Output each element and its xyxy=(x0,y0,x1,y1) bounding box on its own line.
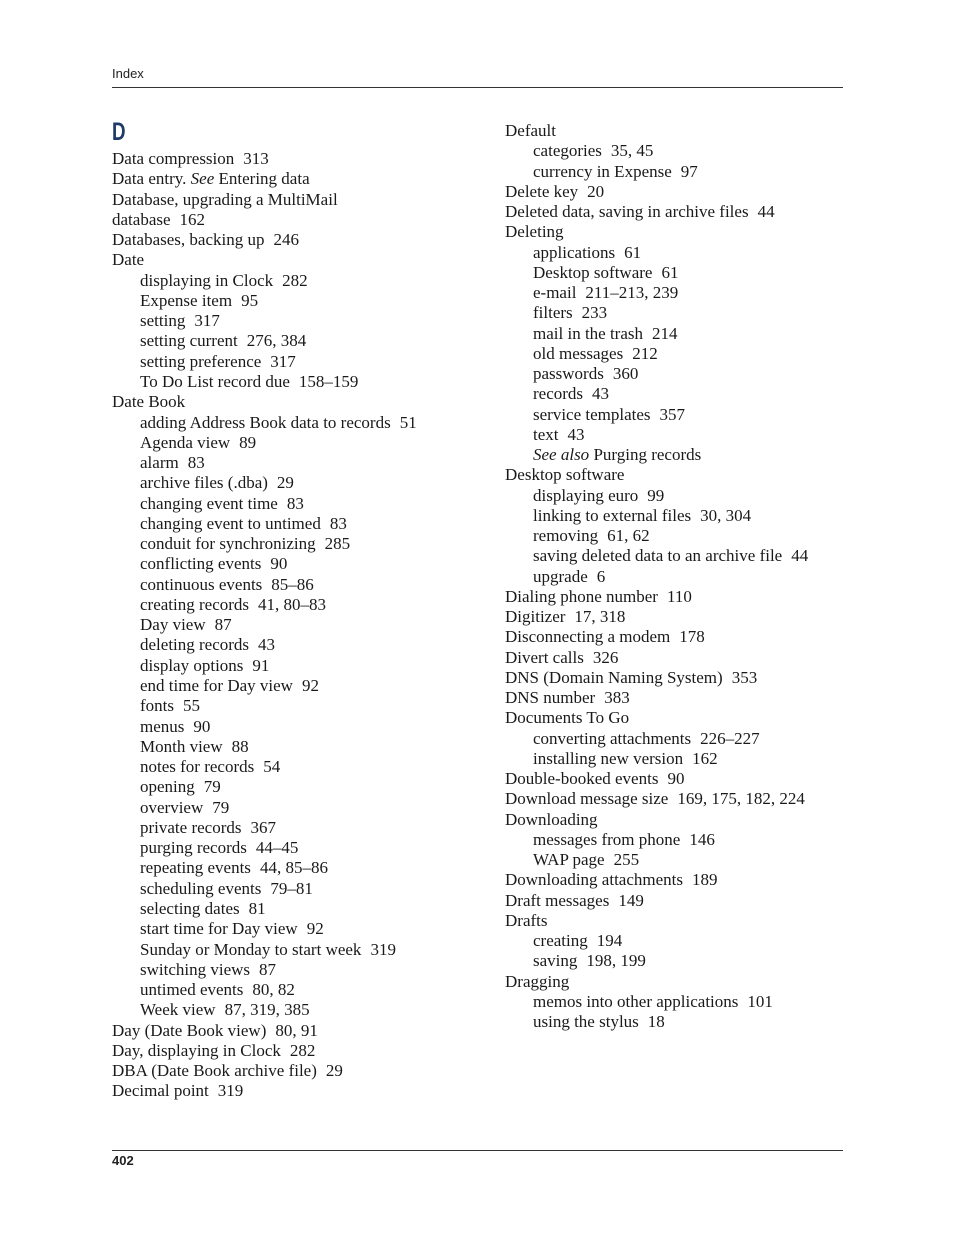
index-subentry xyxy=(140,352,296,372)
index-entry xyxy=(112,1061,343,1081)
entry-page-numbers: 233 xyxy=(581,303,608,323)
entry-term: adding Address Book data to records xyxy=(140,412,391,432)
entry-term: Day (Date Book view) xyxy=(112,1020,267,1040)
index-entry xyxy=(505,627,705,647)
index-subentry xyxy=(140,433,256,453)
entry-page-numbers: 110 xyxy=(666,586,692,606)
index-subentry xyxy=(140,494,304,514)
index-entry xyxy=(505,769,684,789)
index-entry xyxy=(505,587,692,607)
entry-term: Desktop software xyxy=(533,262,653,282)
index-entry xyxy=(112,169,310,189)
entry-page-numbers: 88 xyxy=(231,736,249,756)
entry-term: old messages xyxy=(533,343,624,363)
entry-term: Downloading attachments xyxy=(505,870,683,890)
index-entry xyxy=(505,222,564,242)
index-subentry xyxy=(140,696,200,716)
entry-page-numbers: 158–159 xyxy=(298,371,359,391)
index-subentry xyxy=(533,830,715,850)
index-subentry xyxy=(140,534,350,554)
entry-page-numbers: 55 xyxy=(183,696,200,716)
index-subentry xyxy=(140,615,232,635)
entry-term: To Do List record due xyxy=(140,371,290,391)
entry-page-numbers: 83 xyxy=(187,453,205,473)
index-subentry xyxy=(533,141,653,161)
entry-page-numbers: 41, 80–83 xyxy=(258,594,327,614)
entry-term: start time for Day view xyxy=(140,919,298,939)
entry-term: records xyxy=(533,384,584,404)
entry-term: converting attachments xyxy=(533,728,692,748)
index-subentry xyxy=(140,676,319,696)
entry-term: alarm xyxy=(140,453,179,473)
entry-page-numbers: 214 xyxy=(652,323,678,343)
entry-term: Digitizer xyxy=(505,607,566,626)
entry-page-numbers: 44 xyxy=(757,202,775,221)
index-subentry xyxy=(533,749,718,769)
entry-page-numbers: 79–81 xyxy=(270,878,313,898)
entry-page-numbers: 319 xyxy=(217,1081,244,1101)
entry-page-numbers: 35, 45 xyxy=(610,141,654,161)
index-entry xyxy=(505,870,718,890)
entry-page-numbers: 87 xyxy=(259,959,277,979)
index-entry xyxy=(505,708,629,728)
entry-page-numbers: 92 xyxy=(301,676,319,696)
index-subentry xyxy=(140,413,417,433)
entry-term: e-mail xyxy=(533,283,577,302)
index-entry xyxy=(505,121,556,141)
entry-page-numbers: 44 xyxy=(791,546,809,566)
entry-term: installing new version xyxy=(533,748,684,768)
entry-term: Decimal point xyxy=(112,1081,209,1101)
entry-term: untimed events xyxy=(140,980,244,1000)
index-subentry xyxy=(140,960,276,980)
index-subentry xyxy=(533,1012,665,1032)
entry-page-numbers: 80, 91 xyxy=(275,1020,318,1040)
entry-term: Divert calls xyxy=(505,647,584,667)
entry-page-numbers: 79 xyxy=(212,797,230,817)
entry-term: continuous events xyxy=(140,574,263,594)
index-subentry xyxy=(140,858,328,878)
index-subentry xyxy=(533,364,638,384)
entry-page-numbers: 61 xyxy=(661,262,679,282)
entry-page-numbers: 81 xyxy=(248,898,266,918)
entry-page-numbers: 44–45 xyxy=(255,838,299,858)
entry-term: switching views xyxy=(140,959,251,979)
index-subentry xyxy=(140,879,313,899)
index-entry xyxy=(505,688,630,708)
entry-page-numbers: 353 xyxy=(731,667,758,687)
index-subentry xyxy=(533,324,678,344)
entry-term: overview xyxy=(140,797,204,817)
index-subentry xyxy=(533,526,650,546)
entry-term: Expense item xyxy=(140,290,233,310)
index-subentry xyxy=(533,486,664,506)
entry-term: Sunday or Monday to start week xyxy=(140,939,362,959)
index-subentry xyxy=(533,729,760,749)
index-subentry xyxy=(533,405,685,425)
page-number: 402 xyxy=(112,1153,134,1168)
entry-term: Dialing phone number xyxy=(505,586,658,606)
entry-page-numbers: 317 xyxy=(270,351,296,371)
index-entry xyxy=(505,789,805,809)
entry-page-numbers: 360 xyxy=(612,364,639,383)
index-subentry xyxy=(533,931,622,951)
entry-term: memos into other applications xyxy=(533,991,739,1011)
entry-page-numbers: 97 xyxy=(680,161,698,181)
entry-term: Downloading xyxy=(505,809,598,829)
index-subentry xyxy=(533,546,808,566)
entry-page-numbers: 226–227 xyxy=(700,728,760,748)
index-subentry xyxy=(533,384,609,404)
entry-page-numbers: 30, 304 xyxy=(700,505,752,525)
index-entry xyxy=(112,1041,315,1061)
entry-term: changing event time xyxy=(140,493,278,513)
index-subentry xyxy=(533,951,646,971)
index-subentry xyxy=(140,291,258,311)
entry-term: setting current xyxy=(140,331,238,351)
entry-page-numbers: 90 xyxy=(193,716,211,736)
entry-term: DBA (Date Book archive file) xyxy=(112,1061,317,1081)
index-subentry xyxy=(140,514,347,534)
index-entry xyxy=(112,1081,243,1101)
index-subentry xyxy=(533,344,658,364)
see-reference-label: See xyxy=(190,169,215,189)
index-entry xyxy=(112,1021,318,1041)
entry-page-numbers: 18 xyxy=(647,1012,665,1031)
entry-term: applications xyxy=(533,242,616,262)
index-subentry xyxy=(533,263,678,283)
entry-term: displaying in Clock xyxy=(140,270,274,290)
entry-page-numbers: 282 xyxy=(282,270,308,290)
entry-term: conflicting events xyxy=(140,554,262,574)
index-subentry xyxy=(533,445,701,465)
entry-term: displaying euro xyxy=(533,485,639,505)
entry-term: scheduling events xyxy=(140,878,262,898)
index-entry xyxy=(505,972,569,992)
entry-page-numbers: 189 xyxy=(692,870,718,890)
index-subentry xyxy=(140,777,221,797)
entry-term: Database, upgrading a MultiMail xyxy=(112,189,338,209)
index-entry xyxy=(505,668,757,688)
index-subentry xyxy=(140,575,314,595)
index-subentry xyxy=(140,372,358,392)
entry-term: display options xyxy=(140,655,244,675)
index-entry xyxy=(112,230,299,250)
entry-term: Delete key xyxy=(505,181,579,201)
entry-page-numbers: 149 xyxy=(618,890,644,910)
entry-page-numbers: 87 xyxy=(214,615,232,635)
index-subentry xyxy=(533,506,751,526)
entry-page-numbers: 43 xyxy=(592,384,610,404)
index-subentry xyxy=(140,757,280,777)
entry-term: currency in Expense xyxy=(533,161,672,181)
entry-page-numbers: 285 xyxy=(324,534,351,554)
entry-term: Data compression xyxy=(112,149,235,168)
entry-page-numbers: 95 xyxy=(241,290,259,310)
index-entry xyxy=(112,210,205,230)
index-entry xyxy=(505,607,625,627)
entry-page-numbers: 83 xyxy=(329,513,347,533)
index-subentry xyxy=(140,331,306,351)
index-subentry xyxy=(533,162,698,182)
entry-page-numbers: 276, 384 xyxy=(246,331,307,351)
index-subentry xyxy=(533,850,639,870)
entry-term: Double-booked events xyxy=(505,769,659,788)
entry-term: DNS number xyxy=(505,688,596,707)
entry-term: menus xyxy=(140,716,185,736)
index-entry xyxy=(505,465,624,485)
index-entry xyxy=(505,648,618,668)
entry-page-numbers: 87, 319, 385 xyxy=(224,1000,310,1020)
entry-page-numbers: 54 xyxy=(263,757,281,777)
entry-page-numbers: 43 xyxy=(258,635,276,655)
index-subentry xyxy=(140,940,396,960)
entry-page-numbers: 80, 82 xyxy=(252,980,295,1000)
entry-term: Week view xyxy=(140,1000,216,1020)
see-reference-target: Entering data xyxy=(218,169,310,189)
entry-page-numbers: 90 xyxy=(270,554,288,574)
entry-page-numbers: 146 xyxy=(689,829,715,849)
entry-page-numbers: 169, 175, 182, 224 xyxy=(677,789,805,809)
entry-term: text xyxy=(533,424,559,444)
entry-term: Desktop software xyxy=(505,465,625,485)
entry-term: WAP page xyxy=(533,850,605,869)
entry-term: Draft messages xyxy=(505,890,610,910)
entry-page-numbers: 194 xyxy=(596,931,623,950)
entry-term: removing xyxy=(533,526,599,545)
index-subentry xyxy=(140,311,220,331)
entry-page-numbers: 20 xyxy=(587,181,605,201)
entry-page-numbers: 43 xyxy=(567,424,585,444)
entry-term: passwords xyxy=(533,364,604,383)
entry-term: Day view xyxy=(140,615,206,635)
index-subentry xyxy=(533,567,605,587)
entry-page-numbers: 83 xyxy=(286,493,304,513)
entry-term: deleting records xyxy=(140,635,250,655)
index-entry xyxy=(112,392,185,412)
index-subentry xyxy=(140,919,324,939)
entry-page-numbers: 319 xyxy=(370,939,396,959)
entry-term: end time for Day view xyxy=(140,676,293,696)
entry-term: private records xyxy=(140,817,242,837)
see-reference-target: Purging records xyxy=(593,445,702,464)
entry-page-numbers: 178 xyxy=(679,627,705,647)
entry-term: selecting dates xyxy=(140,898,240,918)
footer-rule xyxy=(112,1150,843,1151)
entry-term: setting xyxy=(140,311,186,331)
entry-page-numbers: 29 xyxy=(276,473,294,493)
entry-page-numbers: 79 xyxy=(203,777,221,797)
index-subentry xyxy=(140,554,287,574)
entry-term: Month view xyxy=(140,736,223,756)
index-subentry xyxy=(140,717,210,737)
entry-term: Data entry. xyxy=(112,169,187,189)
entry-term: setting preference xyxy=(140,351,262,371)
entry-page-numbers: 6 xyxy=(596,566,606,586)
index-subentry xyxy=(140,656,269,676)
entry-page-numbers: 17, 318 xyxy=(574,607,626,626)
entry-page-numbers: 61, 62 xyxy=(607,526,650,545)
index-subentry xyxy=(533,283,678,303)
entry-term: purging records xyxy=(140,838,247,858)
running-header: Index xyxy=(112,66,144,81)
entry-term: Day, displaying in Clock xyxy=(112,1040,281,1060)
entry-page-numbers: 357 xyxy=(659,404,686,424)
entry-page-numbers: 92 xyxy=(306,919,324,939)
entry-page-numbers: 317 xyxy=(194,311,220,331)
index-entry xyxy=(112,149,269,169)
entry-page-numbers: 162 xyxy=(179,209,206,229)
entry-page-numbers: 91 xyxy=(252,655,270,675)
entry-page-numbers: 383 xyxy=(604,688,630,707)
entry-term: database xyxy=(112,209,171,229)
entry-term: creating records xyxy=(140,594,250,614)
entry-term: linking to external files xyxy=(533,505,692,525)
entry-page-numbers: 326 xyxy=(592,647,619,667)
index-entry xyxy=(112,250,144,270)
entry-term: creating xyxy=(533,931,588,950)
index-subentry xyxy=(140,1000,310,1020)
entry-page-numbers: 198, 199 xyxy=(586,951,646,971)
entry-term: repeating events xyxy=(140,858,251,878)
entry-term: categories xyxy=(533,141,602,161)
entry-page-numbers: 255 xyxy=(613,850,640,869)
entry-page-numbers: 99 xyxy=(647,485,665,505)
header-rule xyxy=(112,87,843,88)
index-subentry xyxy=(140,818,276,838)
index-entry xyxy=(505,202,775,222)
index-entry xyxy=(505,810,598,830)
index-subentry xyxy=(140,635,275,655)
entry-term: fonts xyxy=(140,696,174,716)
entry-term: messages from phone xyxy=(533,829,681,849)
index-subentry xyxy=(140,473,294,493)
entry-page-numbers: 282 xyxy=(289,1040,316,1060)
entry-term: Date xyxy=(112,250,145,270)
entry-term: Default xyxy=(505,121,556,140)
index-subentry xyxy=(140,899,266,919)
entry-term: saving deleted data to an archive file xyxy=(533,546,783,566)
entry-page-numbers: 212 xyxy=(632,343,658,363)
index-entry xyxy=(505,891,644,911)
entry-page-numbers: 51 xyxy=(399,412,417,432)
entry-term: Download message size xyxy=(505,789,669,809)
entry-term: changing event to untimed xyxy=(140,513,321,533)
entry-term: Deleted data, saving in archive files xyxy=(505,202,749,221)
index-subentry xyxy=(140,737,249,757)
entry-term: mail in the trash xyxy=(533,323,644,343)
entry-term: Deleting xyxy=(505,222,564,242)
entry-page-numbers: 162 xyxy=(692,748,718,768)
index-subentry xyxy=(533,992,773,1012)
index-subentry xyxy=(140,595,326,615)
entry-page-numbers: 29 xyxy=(325,1061,343,1081)
index-subentry xyxy=(533,243,641,263)
entry-page-numbers: 89 xyxy=(239,432,257,452)
index-subentry xyxy=(140,980,295,1000)
entry-term: Disconnecting a modem xyxy=(505,627,671,647)
entry-term: saving xyxy=(533,951,578,971)
entry-page-numbers: 44, 85–86 xyxy=(259,858,328,878)
entry-term: Documents To Go xyxy=(505,708,630,728)
index-subentry xyxy=(533,303,607,323)
entry-term: archive files (.dba) xyxy=(140,473,268,493)
index-subentry xyxy=(140,798,229,818)
entry-term: Databases, backing up xyxy=(112,230,265,250)
entry-page-numbers: 61 xyxy=(624,242,642,262)
entry-term: Drafts xyxy=(505,910,548,930)
index-entry xyxy=(112,190,338,210)
entry-term: Date Book xyxy=(112,392,186,412)
entry-page-numbers: 90 xyxy=(667,769,685,788)
index-subentry xyxy=(533,425,585,445)
entry-term: notes for records xyxy=(140,757,255,777)
entry-page-numbers: 85–86 xyxy=(271,574,314,594)
entry-page-numbers: 367 xyxy=(250,817,276,837)
entry-term: using the stylus xyxy=(533,1012,639,1031)
entry-term: Dragging xyxy=(505,971,570,991)
entry-term: DNS (Domain Naming System) xyxy=(505,667,723,687)
entry-term: Agenda view xyxy=(140,432,231,452)
index-subentry xyxy=(140,838,298,858)
index-entry xyxy=(505,911,547,931)
entry-term: opening xyxy=(140,777,195,797)
see-reference-label: See also xyxy=(533,445,590,464)
index-entry xyxy=(505,182,604,202)
entry-term: upgrade xyxy=(533,566,588,586)
entry-page-numbers: 246 xyxy=(273,230,299,250)
entry-term: service templates xyxy=(533,404,651,424)
entry-term: filters xyxy=(533,303,573,323)
entry-term: conduit for synchronizing xyxy=(140,534,316,554)
entry-page-numbers: 313 xyxy=(243,149,269,168)
section-letter: D xyxy=(112,118,126,146)
index-subentry xyxy=(140,271,308,291)
index-subentry xyxy=(140,453,205,473)
entry-page-numbers: 211–213, 239 xyxy=(585,283,679,302)
entry-page-numbers: 101 xyxy=(747,991,773,1011)
